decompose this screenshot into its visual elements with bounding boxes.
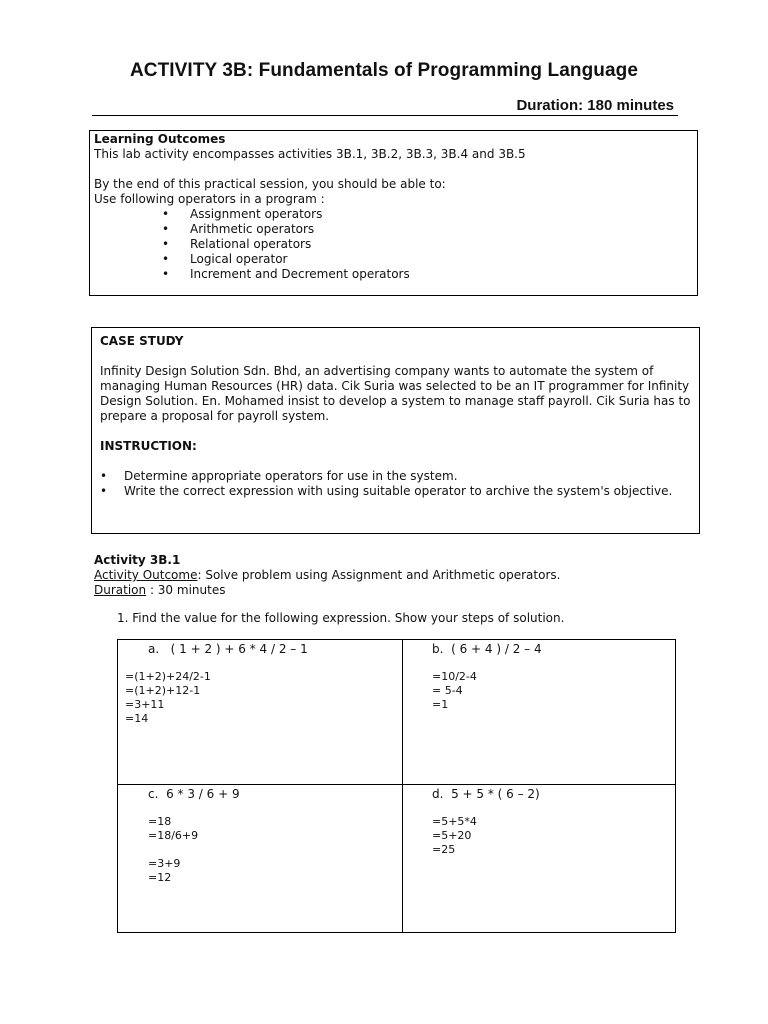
list-item: • Arithmetic operators — [162, 222, 315, 236]
duration-label: Duration: 180 minutes — [516, 97, 674, 114]
steps-a: =(1+2)+24/2-1 =(1+2)+12-1 =3+11 =14 — [125, 670, 211, 725]
table-divider — [117, 784, 676, 785]
expression-a: a. ( 1 + 2 ) + 6 * 4 / 2 – 1 — [148, 642, 308, 656]
bullet-icon: • — [100, 469, 108, 483]
expression-c: c. 6 * 3 / 6 + 9 — [148, 787, 240, 801]
list-item: • Logical operator — [162, 252, 288, 266]
learning-outcomes-intro: This lab activity encompasses activities 3B.1, 3B.2, 3B.3, 3B.4 and 3B.5 — [94, 147, 526, 161]
list-item: • Increment and Decrement operators — [162, 267, 410, 281]
bullet-icon: • — [162, 207, 170, 221]
case-study-box — [91, 327, 700, 534]
page-title: ACTIVITY 3B: Fundamentals of Programming Language — [129, 60, 639, 81]
steps-c: =18 =18/6+9 =3+9 =12 — [148, 815, 199, 884]
activity-duration: Duration : 30 minutes — [94, 583, 226, 597]
learning-outcomes-line1: By the end of this practical session, you should be able to: — [94, 177, 446, 191]
instruction-heading: INSTRUCTION: — [100, 439, 197, 453]
learning-outcomes-line2: Use following operators in a program : — [94, 192, 325, 206]
bullet-icon: • — [162, 237, 170, 251]
learning-outcomes-box — [89, 130, 698, 296]
steps-d: =5+5*4 =5+20 =25 — [432, 815, 477, 856]
expression-b: b. ( 6 + 4 ) / 2 – 4 — [432, 642, 542, 656]
case-study-heading: CASE STUDY — [100, 334, 184, 348]
case-study-paragraph: Infinity Design Solution Sdn. Bhd, an advertising company wants to automate the system of managing Human Resources (HR) data. Cik Suria was selected to be an IT programmer for Infinity Design Solution. En. Mohamed insist to develop a system to manage staff payroll. Cik Suria has to prepare a proposal for payroll system. — [100, 364, 691, 423]
list-item: • Determine appropriate operators for use in the system. — [100, 469, 458, 483]
operators-list — [94, 207, 693, 282]
list-item: • Relational operators — [162, 237, 312, 251]
learning-outcomes-heading: Learning Outcomes — [94, 132, 226, 146]
instruction-list — [100, 469, 691, 499]
question-1: 1. Find the value for the following expression. Show your steps of solution. — [117, 611, 565, 625]
header-divider — [92, 115, 678, 116]
bullet-icon: • — [100, 484, 108, 498]
activity-outcome: Activity Outcome: Solve problem using Assignment and Arithmetic operators. — [94, 568, 561, 582]
bullet-icon: • — [162, 252, 170, 266]
steps-b: =10/2-4 = 5-4 =1 — [432, 670, 477, 711]
activity-section — [94, 553, 694, 598]
bullet-icon: • — [162, 267, 170, 281]
list-item: • Write the correct expression with using suitable operator to archive the system's objective. — [100, 484, 673, 498]
expression-d: d. 5 + 5 * ( 6 – 2) — [432, 787, 540, 801]
bullet-icon: • — [162, 222, 170, 236]
list-item: • Assignment operators — [162, 207, 323, 221]
activity-title: Activity 3B.1 — [94, 553, 181, 567]
table-divider — [402, 639, 403, 933]
